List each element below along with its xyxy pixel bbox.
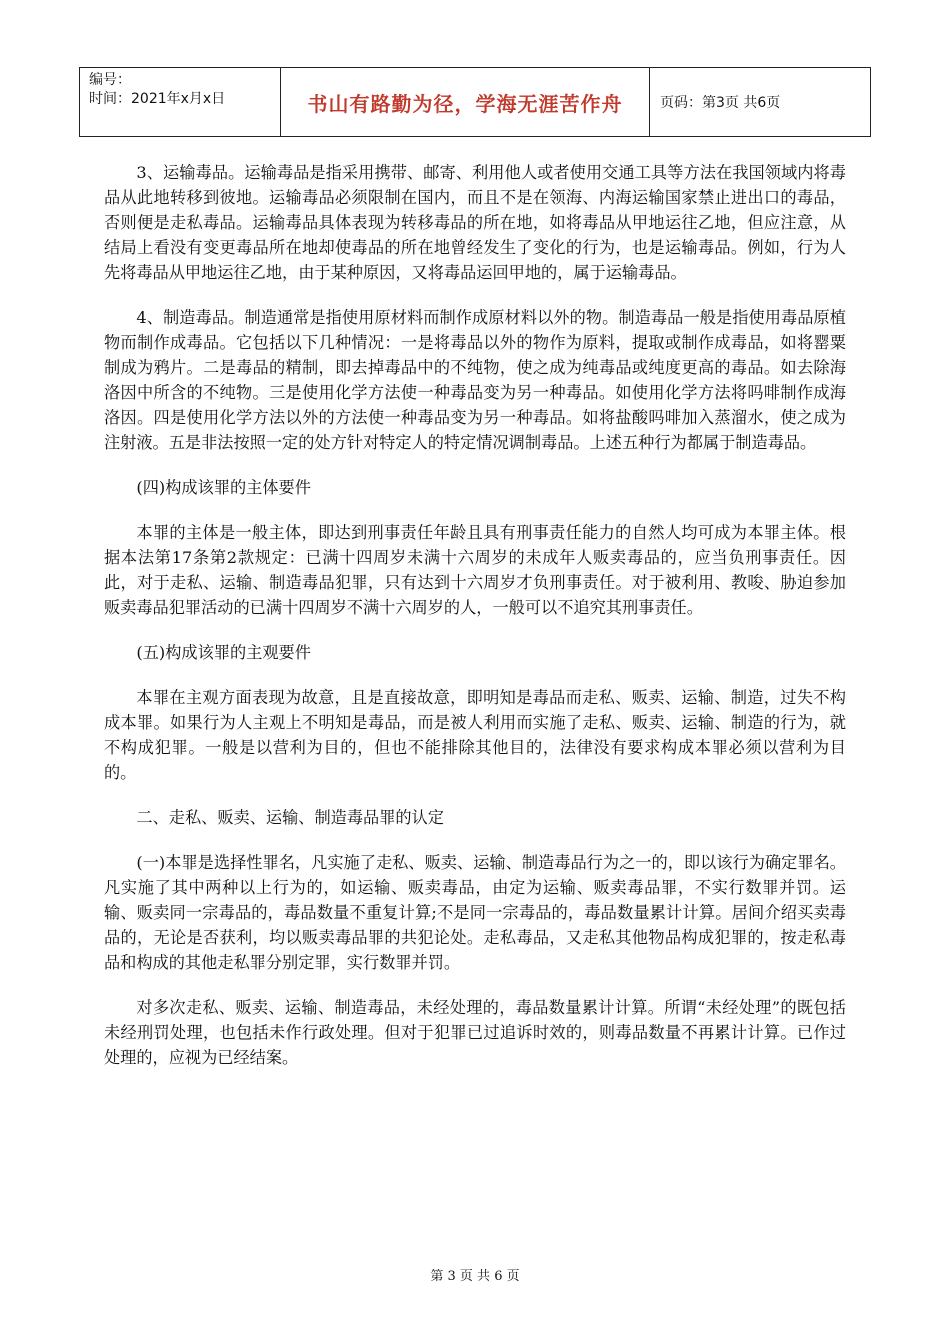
header-page-code: 页码：第3页 共6页 [660,95,781,111]
section-heading-determination: 二、走私、贩卖、运输、制造毒品罪的认定 [136,808,444,827]
paragraph-transport: 3、运输毒品。运输毒品是指采用携带、邮寄、利用他人或者使用交通工具等方法在我国领域内将毒品从此地转移到彼地。运输毒品必须限制在国内，而且不是在领海、内海运输国家禁止进出口的毒品，否则便是走私毒品。运输毒品具体表现为转移毒品的所在地，如将毒品从甲地运往乙地，但应注意，从结局上看没有变更毒品所在地却使毒品的所在地曾经发生了变化的行为，也是运输毒品。例如，行为人先将毒品从甲地运往乙地，由于某种原因，又将毒品运回甲地的，属于运输毒品。 [104,163,846,282]
section-heading-intent: (五)构成该罪的主观要件 [136,643,311,662]
page-header [79,67,871,137]
number-label: 编号： [89,72,131,88]
paragraph-intent: 本罪在主观方面表现为故意，且是直接故意，即明知是毒品而走私、贩卖、运输、制造，过失不构成本罪。如果行为人主观上不明知是毒品，而是被人利用而实施了走私、贩卖、运输、制造的行为，就不构成犯罪。一般是以营利为目的，但也不能排除其他目的，法律没有要求构成本罪必须以营利为目的。 [104,688,846,782]
header-motto: 书山有路勤为径，学海无涯苦作舟 [281,68,650,136]
paragraph-determination: (一)本罪是选择性罪名，凡实施了走私、贩卖、运输、制造毒品行为之一的，即以该行为确定罪名。凡实施了其中两种以上行为的，如运输、贩卖毒品，由定为运输、贩卖毒品罪，不实行数罪并罚。运输、贩卖同一宗毒品的，毒品数量不重复计算;不是同一宗毒品的，毒品数量累计计算。居间介绍买卖毒品的，无论是否获利，均以贩卖毒品罪的共犯论处。走私毒品，又走私其他物品构成犯罪的，按走私毒品和构成的其他走私罪分别定罪，实行数罪并罚。 [104,853,846,972]
paragraph-subject: 本罪的主体是一般主体，即达到刑事责任年龄且具有刑事责任能力的自然人均可成为本罪主体。根据本法第17条第2款规定：已满十四周岁未满十六周岁的未成年人贩卖毒品的，应当负刑事责任。因此，对于走私、运输、制造毒品犯罪，只有达到十六周岁才负刑事责任。对于被利用、教唆、胁迫参加贩卖毒品犯罪活动的已满十四周岁不满十六周岁的人，一般可以不追究其刑事责任。 [104,523,846,617]
page-footer: 第 3 页 共 6 页 [430,1269,520,1284]
paragraph-cumulative: 对多次走私、贩卖、运输、制造毒品，未经处理的，毒品数量累计计算。所谓“未经处理”的既包括未经刑罚处理，也包括未作行政处理。但对于犯罪已过追诉时效的，则毒品数量不再累计计算。已作过处理的，应视为已经结案。 [104,998,846,1067]
paragraph-manufacture: 4、制造毒品。制造通常是指使用原材料而制作成原材料以外的物。制造毒品一般是指使用毒品原植物而制作成毒品。它包括以下几种情况：一是将毒品以外的物作为原料，提取或制作成毒品，如将罂粟制成为鸦片。二是毒品的精制，即去掉毒品中的不纯物，使之成为纯毒品或纯度更高的毒品。如去除海洛因中所含的不纯物。三是使用化学方法使一种毒品变为另一种毒品。如使用化学方法将吗啡制作成海洛因。四是使用化学方法以外的方法使一种毒品变为另一种毒品。如将盐酸吗啡加入蒸溜水，使之成为注射液。五是非法按照一定的处方针对特定人的特定情况调制毒品。上述五种行为都属于制造毒品。 [104,308,846,452]
section-heading-subject: (四)构成该罪的主体要件 [136,478,311,497]
date-label: 时间：2021年x月x日 [89,91,226,107]
header-meta [80,68,281,136]
document-body [104,160,846,1090]
